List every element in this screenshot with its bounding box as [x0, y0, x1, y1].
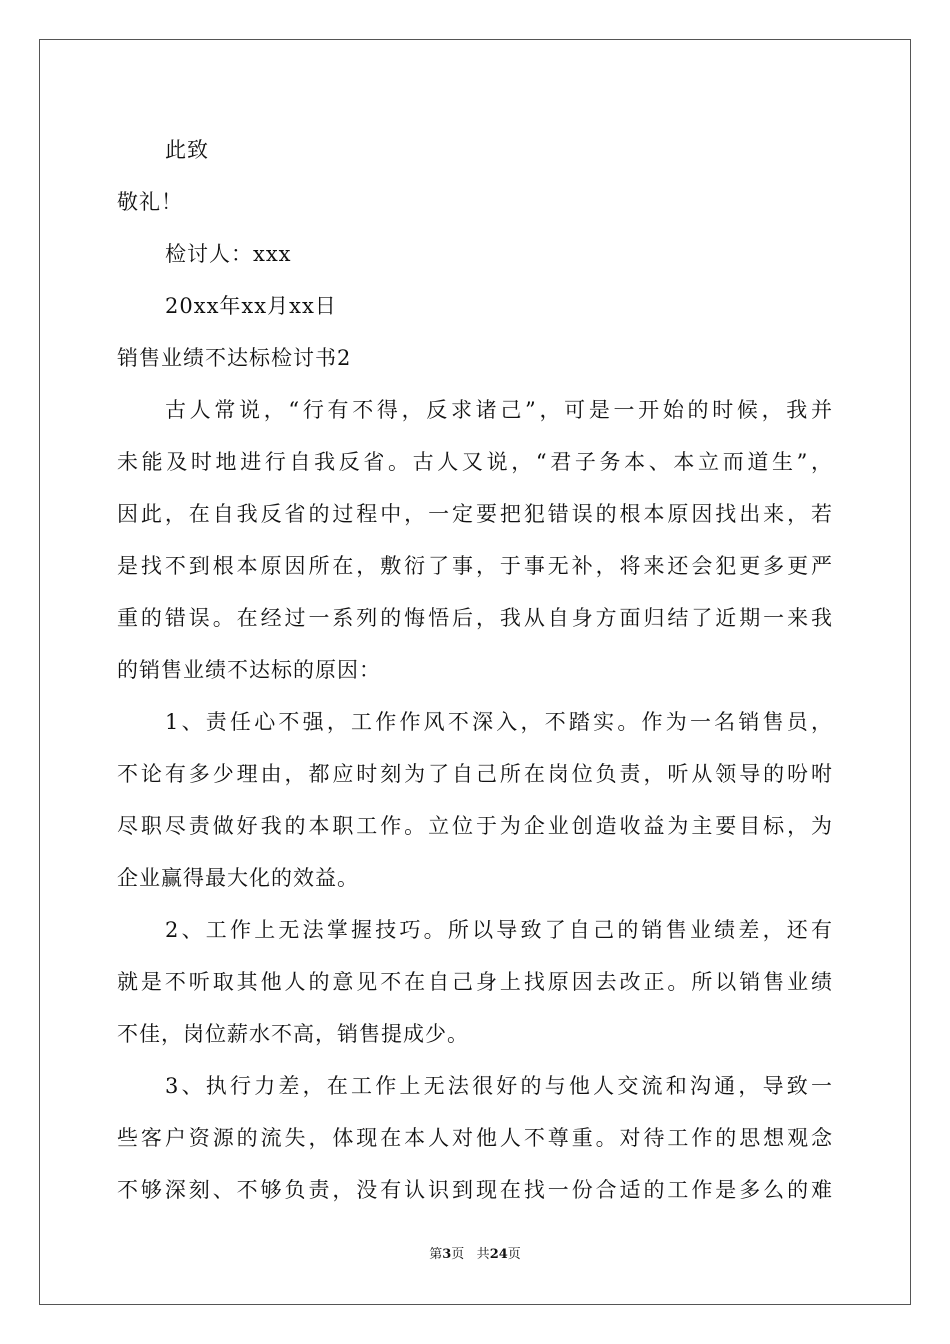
text-line: 2、工作上无法掌握技巧。所以导致了自己的销售业绩差，还有 [165, 918, 833, 942]
text-line: 不佳，岗位薪水不高，销售提成少。 [117, 1022, 469, 1046]
text-line: 因此，在自我反省的过程中，一定要把犯错误的根本原因找出来，若 [117, 502, 833, 526]
text-line: 不够深刻、不够负责，没有认识到现在找一份合适的工作是多么的难 [117, 1178, 833, 1202]
text-line: 企业赢得最大化的效益。 [117, 866, 359, 890]
footer-total-prefix: 共 [476, 1247, 490, 1262]
document-body [117, 124, 833, 1216]
footer-total-suffix: 页 [507, 1247, 521, 1262]
text-line: 3、执行力差，在工作上无法很好的与他人交流和沟通，导致一 [165, 1074, 833, 1098]
page-footer [0, 1243, 950, 1262]
footer-prefix: 第 [429, 1247, 443, 1262]
text-line: 不论有多少理由，都应时刻为了自己所在岗位负责，听从领导的吩咐 [117, 762, 833, 786]
text-line: 重的错误。在经过一系列的悔悟后，我从自身方面归结了近期一来我 [117, 606, 833, 630]
text-line: 尽职尽责做好我的本职工作。立位于为企业创造收益为主要目标，为 [117, 814, 833, 838]
text-line: 1、责任心不强，工作作风不深入，不踏实。作为一名销售员， [165, 710, 833, 734]
footer-page-number: 3 [442, 1247, 452, 1262]
text-line: 20xx年xx月xx日 [165, 294, 337, 318]
text-line: 就是不听取其他人的意见不在自己身上找原因去改正。所以销售业绩 [117, 970, 833, 994]
text-line: 销售业绩不达标检讨书2 [117, 346, 352, 370]
text-line: 些客户资源的流失，体现在本人对他人不尊重。对待工作的思想观念 [117, 1126, 833, 1150]
text-line: 的销售业绩不达标的原因： [117, 658, 381, 682]
text-line: 检讨人：xxx [165, 242, 292, 266]
footer-page-suffix: 页 [451, 1247, 465, 1262]
text-line: 未能及时地进行自我反省。古人又说，“君子务本、本立而道生”， [117, 450, 833, 474]
text-line: 是找不到根本原因所在，敷衍了事，于事无补，将来还会犯更多更严 [117, 554, 833, 578]
footer-total-pages: 24 [489, 1247, 508, 1262]
text-line: 古人常说，“行有不得，反求诸己”，可是一开始的时候，我并 [165, 398, 833, 422]
text-line: 敬礼！ [117, 190, 183, 214]
text-line: 此致 [165, 138, 209, 162]
